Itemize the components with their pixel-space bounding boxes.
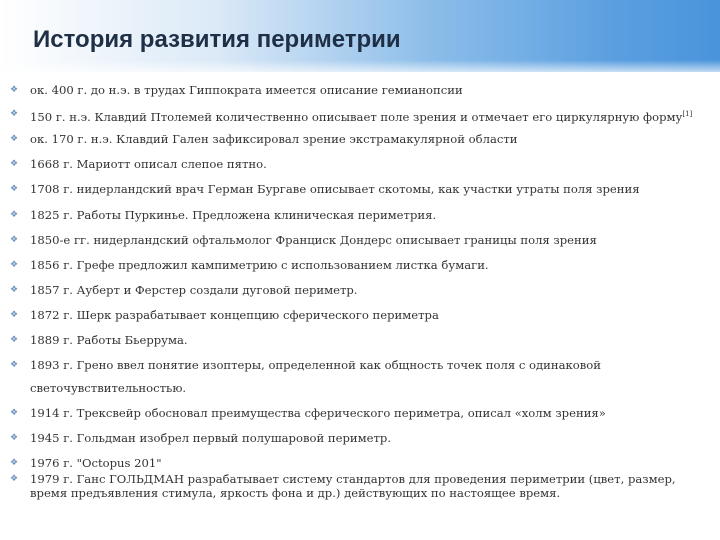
diamond-bullet-icon: ❖ [10,285,19,295]
list-item-text: ок. 400 г. до н.э. в трудах Гиппократа имеется описание гемианопсии [30,83,463,97]
diamond-bullet-icon: ❖ [10,474,19,484]
diamond-bullet-icon: ❖ [10,408,19,418]
slide-title: История развития периметрии [33,26,401,53]
list-item-text: 1825 г. Работы Пуркинье. Предложена клиническая периметрия. [30,208,437,222]
list-item-text: 1857 г. Ауберт и Ферстер создали дуговой периметр. [30,283,358,297]
diamond-bullet-icon: ❖ [10,433,19,443]
diamond-bullet-icon: ❖ [10,210,19,220]
list-item-text: 150 г. н.э. Клавдий Птолемей количественно описывает поле зрения и отмечает его циркулярную форму [30,109,683,124]
list-item-text: 1708 г. нидерландский врач Герман Бургаве описывает скотомы, как участки утраты поля зрения [30,182,640,196]
list-item-text: 1976 г. "Octopus 201" [30,456,162,470]
diamond-bullet-icon: ❖ [10,134,19,144]
list-item-text: 1856 г. Грефе предложил кампиметрию с использованием листка бумаги. [30,258,489,272]
list-item-text: 1979 г. Ганс ГОЛЬДМАН разрабатывает систему стандартов для проведения периметрии (цвет, размер, время предъявления стимула, яркость фона и др.) действующих по настоящее время. [30,472,676,500]
list-item-text-wrap [30,105,692,126]
list-item-text: 1872 г. Шерк разрабатывает концепцию сферического периметра [30,308,439,322]
diamond-bullet-icon: ❖ [10,260,19,270]
diamond-bullet-icon: ❖ [10,458,19,468]
footnote-marker: [1] [682,110,693,118]
diamond-bullet-icon: ❖ [10,109,19,119]
list-item-text: 1893 г. Грено ввел понятие изоптеры, определенной как общность точек поля с одинаковой светочувствительностью. [30,358,601,395]
list-item-text: 1914 г. Трексвейр обосновал преимущества сферического периметра, описал «холм зрения» [30,406,606,420]
list-item-text: 1889 г. Работы Бьеррума. [30,333,188,347]
diamond-bullet-icon: ❖ [10,360,19,370]
list-item-text: 1850-е гг. нидерландский офтальмолог Франциск Дондерс описывает границы поля зрения [30,233,597,247]
list-item-text: 1945 г. Гольдман изобрел первый полушаровой периметр. [30,431,392,445]
diamond-bullet-icon: ❖ [10,159,19,169]
diamond-bullet-icon: ❖ [10,310,19,320]
diamond-bullet-icon: ❖ [10,184,19,194]
list-item-text: 1668 г. Мариотт описал слепое пятно. [30,157,267,171]
diamond-bullet-icon: ❖ [10,235,19,245]
diamond-bullet-icon: ❖ [10,335,19,345]
list-item-text: ок. 170 г. н.э. Клавдий Гален зафиксировал зрение экстрамакулярной области [30,132,518,146]
diamond-bullet-icon: ❖ [10,85,19,95]
